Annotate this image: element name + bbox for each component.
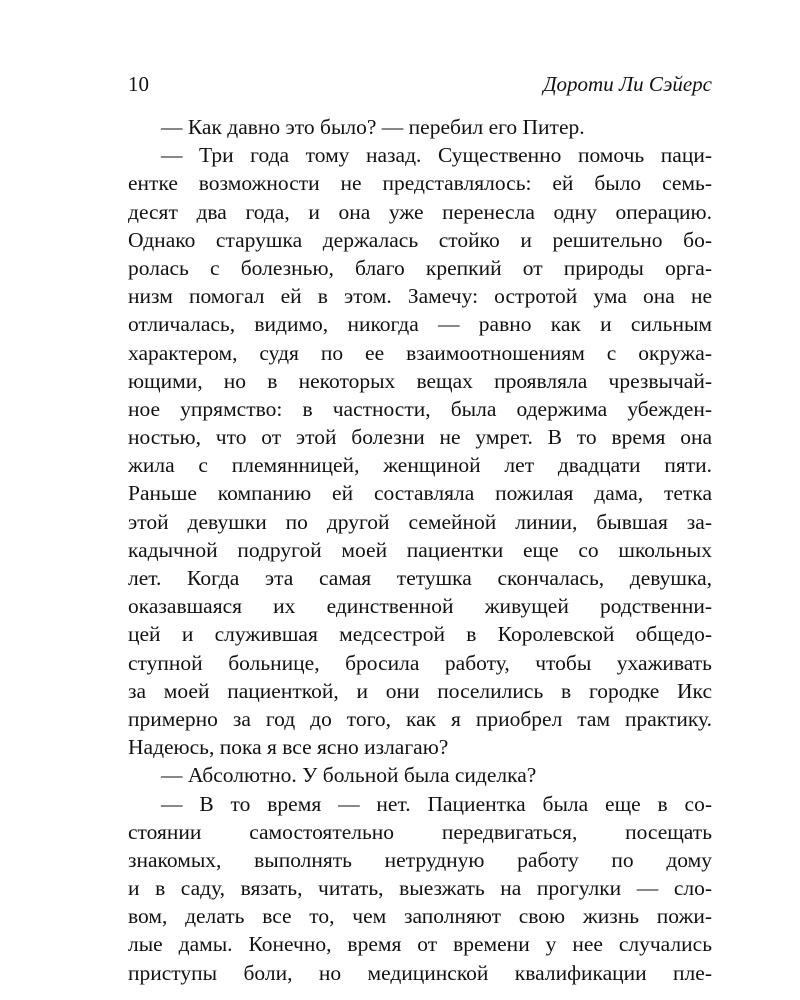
text-line: оказавшаяся их единственной живущей родственни- xyxy=(128,594,712,619)
text-line: примерно за год до того, как я приобрел там практику. xyxy=(128,706,712,731)
text-line: лые дамы. Конечно, время от времени у нее случались xyxy=(128,932,712,957)
text-line: знакомых, выполнять нетрудную работу по дому xyxy=(128,847,712,872)
text-line: — В то время — нет. Пациентка была еще в со- xyxy=(161,791,712,816)
text-line: — Абсолютно. У больной была сиделка? xyxy=(161,763,537,788)
page-header xyxy=(128,72,712,102)
text-line: ентке возможности не представлялось: ей было семь- xyxy=(128,171,712,196)
text-line: этой девушки по другой семейной линии, бывшая за- xyxy=(128,509,712,534)
text-line: низм помогал ей в этом. Замечу: остротой ума она не xyxy=(128,284,712,309)
text-line: ное упрямство: в частности, была одержима убежден- xyxy=(128,396,712,421)
text-line: ступной больнице, бросила работу, чтобы ухаживать xyxy=(128,650,712,675)
text-line: стоянии самостоятельно передвигаться, посещать xyxy=(128,819,712,844)
text-line: цей и служившая медсестрой в Королевской общедо- xyxy=(128,622,712,647)
text-line: ностью, что от этой болезни не умрет. В то время она xyxy=(128,425,712,450)
text-line: за моей пациенткой, и они поселились в городке Икс xyxy=(128,678,712,703)
running-head-author: Дороти Ли Сэйерс xyxy=(543,72,712,96)
text-line: жила с племянницей, женщиной лет двадцати пяти. xyxy=(128,453,712,478)
text-line: и в саду, вязать, читать, выезжать на прогулки — сло- xyxy=(128,876,712,901)
text-line: лет. Когда эта самая тетушка скончалась, девушка, xyxy=(128,566,712,590)
text-line: Однако старушка держалась стойко и решительно бо- xyxy=(128,227,712,252)
text-line: — Как давно это было? — перебил его Питер. xyxy=(161,115,585,139)
body-text xyxy=(128,113,712,987)
text-line: отличалась, видимо, никогда — равно как и сильным xyxy=(128,312,712,337)
text-line: Надеюсь, пока я все ясно излагаю? xyxy=(128,735,449,760)
text-line: десят два года, и она уже перенесла одну операцию. xyxy=(128,199,712,224)
text-line: — Три года тому назад. Существенно помочь паци- xyxy=(161,143,712,168)
text-line: кадычной подругой моей пациентки еще со школьных xyxy=(128,537,712,562)
text-line: вом, делать все то, чем заполняют свою жизнь пожи- xyxy=(128,904,712,929)
page-number: 10 xyxy=(128,72,149,96)
text-line: приступы боли, но медицинской квалификации пле- xyxy=(128,960,712,985)
text-line: ролась с болезнью, благо крепкий от природы орга- xyxy=(128,255,712,280)
text-line: Раньше компанию ей составляла пожилая дама, тетка xyxy=(128,481,712,506)
text-line: ющими, но в некоторых вещах проявляла чрезвычай- xyxy=(128,368,712,393)
text-line: характером, судя по ее взаимоотношениям с окружа- xyxy=(128,340,712,365)
